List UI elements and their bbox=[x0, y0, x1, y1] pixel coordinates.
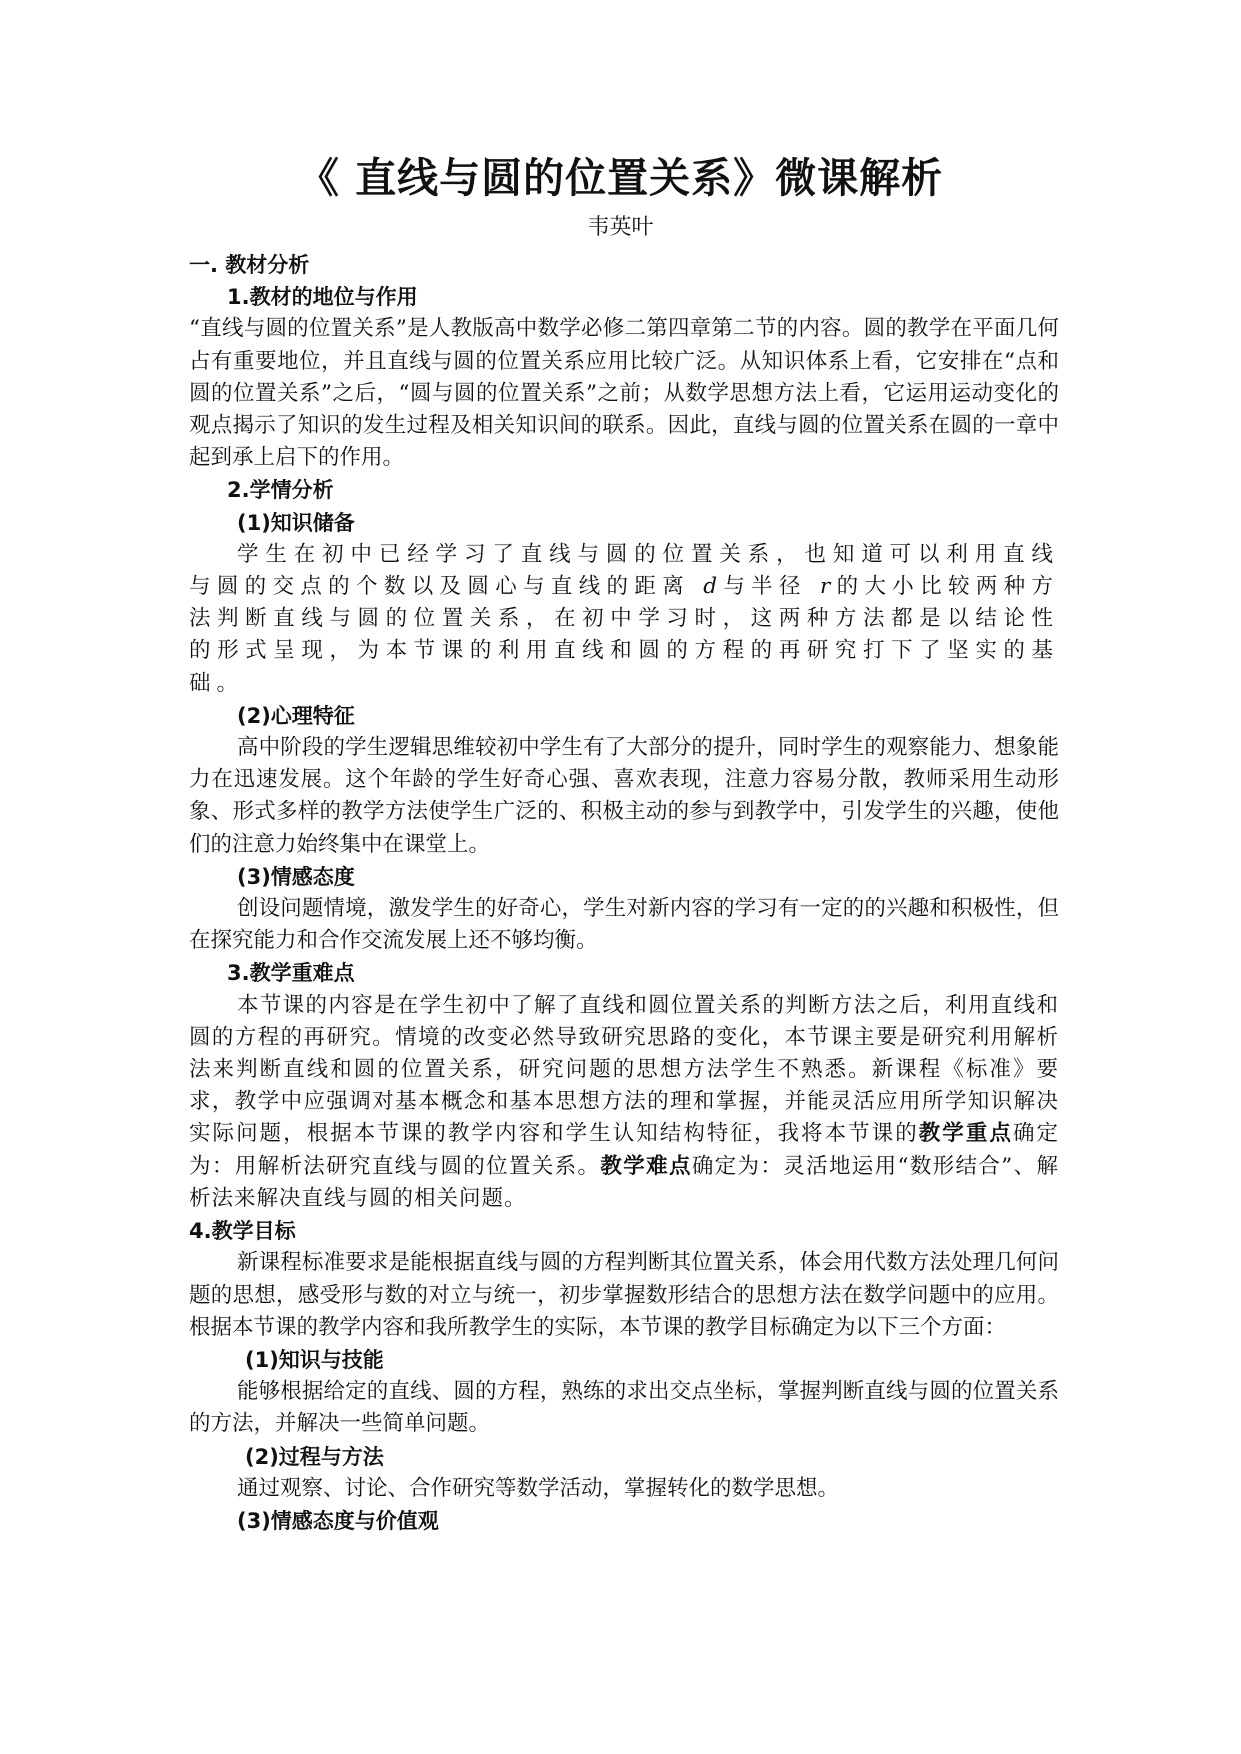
goal-heading-process-method: (2)过程与方法 bbox=[245, 1444, 384, 1469]
section-heading-textbook-analysis: 一. 教材分析 bbox=[189, 253, 310, 277]
paragraph-knowledge-text-c: 的大小比较两种方法判断直线与圆的位置关系，在初中学习时，这两种方法都是以结论性的形式呈现，为本节课的利用直线和圆的方程的再研究打下了坚实的基础。 bbox=[189, 574, 1059, 696]
paragraph-key-difficult-text-c: 确定为：灵活地运用“数形结合”、解析法来解决直线与圆的相关问题。 bbox=[189, 1153, 1059, 1211]
document-body bbox=[189, 249, 1059, 1537]
item-heading-emotion: (3)情感态度 bbox=[237, 864, 355, 889]
subheading-student-analysis: 2.学情分析 bbox=[227, 478, 334, 503]
subheading-status-role: 1.教材的地位与作用 bbox=[227, 285, 418, 310]
paragraph-knowledge-skills: 能够根据给定的直线、圆的方程，熟练的求出交点坐标，掌握判断直线与圆的位置关系的方法，并解决一些简单问题。 bbox=[189, 1379, 1059, 1437]
item-heading-psychology: (2)心理特征 bbox=[237, 703, 355, 728]
paragraph-knowledge-text-a: 学生在初中已经学习了直线与圆的位置关系，也知道可以利用直线与圆的交点的个数以及圆心与直线的距离 bbox=[189, 541, 1059, 600]
paragraph-key-difficult bbox=[189, 990, 1059, 1215]
teaching-key-label: 教学重点 bbox=[918, 1121, 1013, 1147]
teaching-difficulty-label: 教学难点 bbox=[600, 1153, 692, 1179]
document-title: 《 直线与圆的位置关系》微课解析 bbox=[297, 154, 944, 202]
variable-r: r bbox=[820, 574, 837, 600]
paragraph-psychology: 高中阶段的学生逻辑思维较初中学生有了大部分的提升，同时学生的观察能力、想象能力在迅速发展。这个年龄的学生好奇心强、喜欢表现，注意力容易分散，教师采用生动形象、形式多样的教学方法使学生广泛的、积极主动的参与到教学中，引发学生的兴趣，使他们的注意力始终集中在课堂上。 bbox=[189, 735, 1059, 857]
variable-d: d bbox=[703, 574, 723, 600]
author-name: 韦英叶 bbox=[587, 215, 654, 240]
paragraph-emotion: 创设问题情境，激发学生的好奇心，学生对新内容的学习有一定的的兴趣和积极性，但在探究能力和合作交流发展上还不够均衡。 bbox=[189, 896, 1059, 954]
paragraph-key-difficult-text-a: 本节课的内容是在学生初中了解了直线和圆位置关系的判断方法之后，利用直线和圆的方程的再研究。情境的改变必然导致研究思路的变化，本节课主要是研究利用解析法来判断直线和圆的位置关系，研究问题的思想方法学生不熟悉。新课程《标准》要求，教学中应强调对基本概念和基本思想方法的理和掌握，并能灵活应用所学知识解决实际问题，根据本节课的教学内容和学生认知结构特征，我将本节课的 bbox=[189, 992, 1059, 1147]
paragraph-knowledge bbox=[189, 539, 1059, 700]
paragraph-status-role: “直线与圆的位置关系”是人教版高中数学必修二第四章第二节的内容。圆的教学在平面几何占有重要地位，并且直线与圆的位置关系应用比较广泛。从知识体系上看，它安排在“点和圆的位置关系”之后，“圆与圆的位置关系”之前；从数学思想方法上看，它运用运动变化的观点揭示了知识的发生过程及相关知识间的联系。因此，直线与圆的位置关系在圆的一章中起到承上启下的作用。 bbox=[189, 316, 1059, 471]
subheading-key-difficult: 3.教学重难点 bbox=[227, 961, 355, 986]
paragraph-knowledge-text-b: 与半径 bbox=[723, 574, 821, 600]
item-heading-knowledge: (1)知识储备 bbox=[237, 510, 355, 535]
goal-heading-emotion-values: (3)情感态度与价值观 bbox=[237, 1508, 439, 1533]
paragraph-process-method: 通过观察、讨论、合作研究等数学活动，掌握转化的数学思想。 bbox=[237, 1475, 840, 1501]
paragraph-teaching-goals: 新课程标准要求是能根据直线与圆的方程判断其位置关系，体会用代数方法处理几何问题的思想，感受形与数的对立与统一，初步掌握数形结合的思想方法在数学问题中的应用。根据本节课的教学内容和我所教学生的实际，本节课的教学目标确定为以下三个方面： bbox=[189, 1250, 1059, 1340]
paragraph-key-difficult-text-b: 确定为：用解析法研究直线与圆的位置关系。 bbox=[189, 1121, 1059, 1179]
subheading-teaching-goals: 4.教学目标 bbox=[189, 1219, 296, 1244]
goal-heading-knowledge-skills: (1)知识与技能 bbox=[245, 1347, 384, 1372]
